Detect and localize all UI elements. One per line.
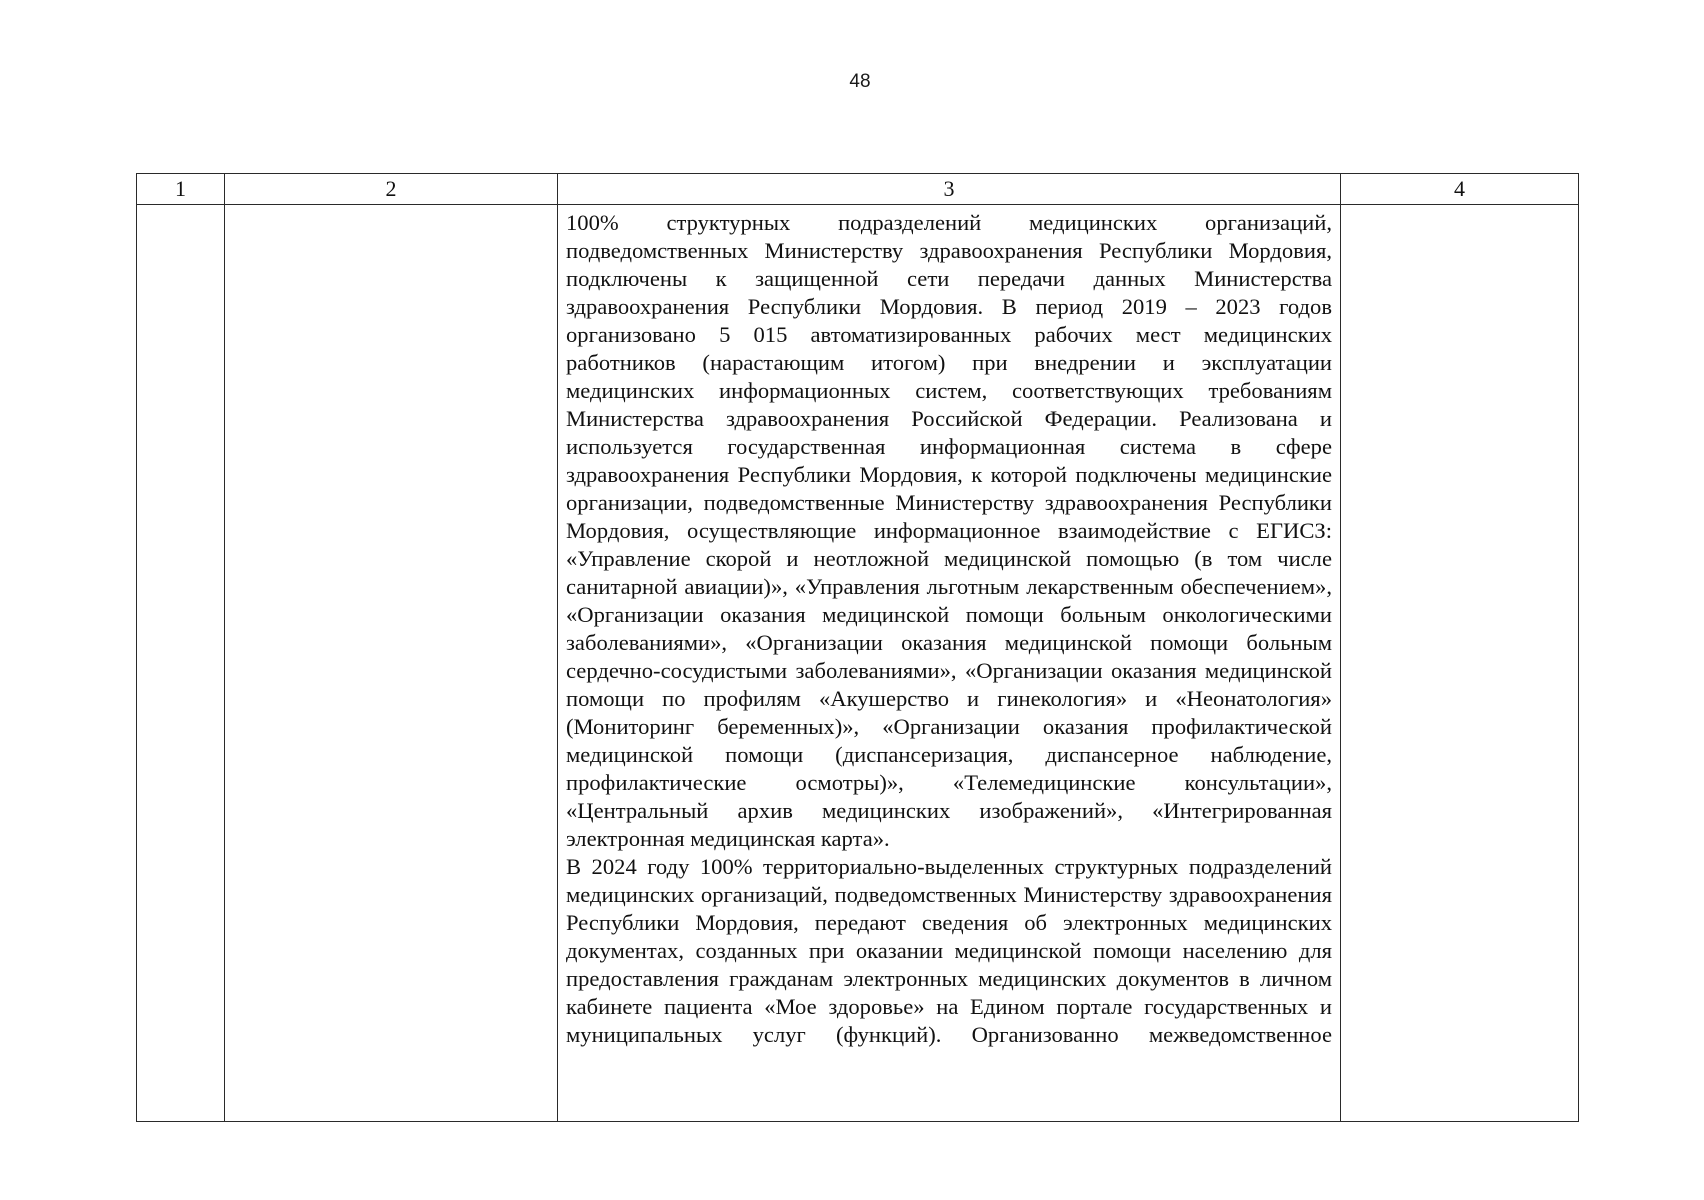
cell-col-3-text — [558, 205, 1340, 1049]
column-header-3: 3 — [558, 174, 1341, 205]
table-row — [137, 205, 1579, 1122]
paragraph-1: 100% структурных подразделений медицинских организаций, подведомственных Министерству здравоохранения Республики Мордовия, подключены к защищенной сети передачи данных Министерства здравоохранения Республики Мордовия. В период 2019 – 2023 годов организовано 5 015 автоматизированных рабочих мест медицинских работников (нарастающим итогом) при внедрении и эксплуатации медицинских информационных систем, соответствующих требованиям Министерства здравоохранения Российской Федерации. Реализована и используется государственная информационная система в сфере здравоохранения Республики Мордовия, к которой подключены медицинские организации, подведомственные Министерству здравоохранения Республики Мордовия, осуществляющие информационное взаимодействие с ЕГИСЗ: «Управление скорой и неотложной медицинской помощью (в том числе санитарной авиации)», «Управления льготным лекарственным обеспечением», «Организации оказания медицинской помощи больным онкологическими заболеваниями», «Организации оказания медицинской помощи больным сердечно-сосудистыми заболеваниями», «Организации оказания медицинской помощи по профилям «Акушерство и гинекология» и «Неонатология» (Мониторинг беременных)», «Организации оказания профилактической медицинской помощи (диспансеризация, диспансерное наблюдение, профилактические осмотры)», «Телемедицинские консультации», «Центральный архив медицинских изображений», «Интегрированная электронная медицинская карта». — [566, 210, 1332, 851]
cell-col-3 — [558, 205, 1341, 1122]
page-number: 48 — [849, 71, 871, 92]
table-header-row — [137, 174, 1579, 205]
document-table — [136, 173, 1579, 1122]
cell-col-4 — [1341, 205, 1579, 1122]
column-header-1: 1 — [137, 174, 225, 205]
column-header-4: 4 — [1341, 174, 1579, 205]
cell-col-1 — [137, 205, 225, 1122]
cell-col-2 — [225, 205, 558, 1122]
paragraph-2: В 2024 году 100% территориально-выделенных структурных подразделений медицинских организаций, подведомственных Министерству здравоохранения Республики Мордовия, передают сведения об электронных медицинских документах, созданных при оказании медицинской помощи населению для предоставления гражданам электронных медицинских документов в личном кабинете пациента «Мое здоровье» на Едином портале государственных и муниципальных услуг (функций). Организованно межведомственное — [566, 854, 1332, 1047]
column-header-2: 2 — [225, 174, 558, 205]
